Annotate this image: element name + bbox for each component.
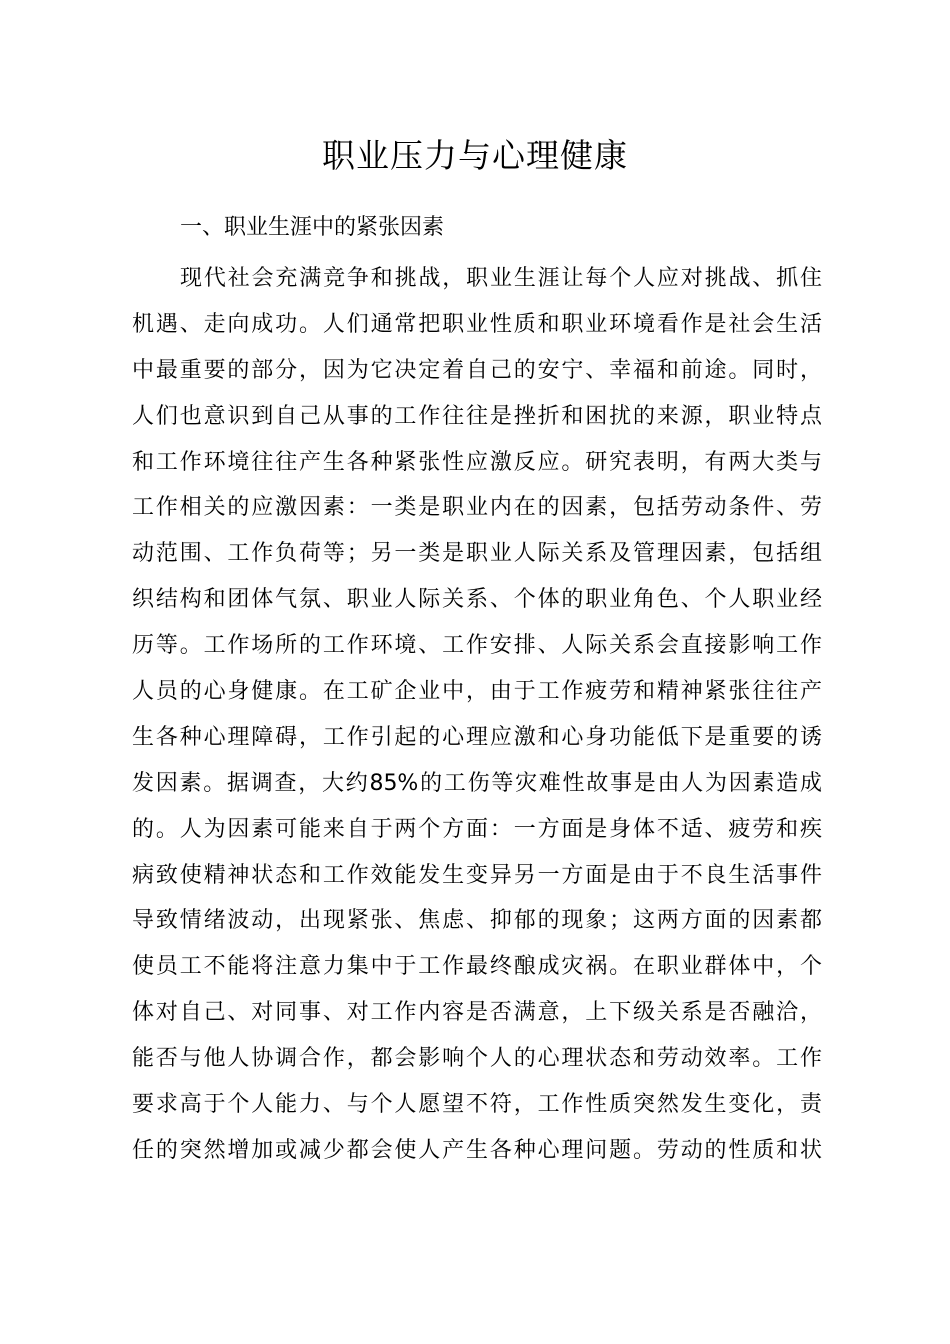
- paragraph-line: 生各种心理障碍，工作引起的心理应激和心身功能低下是重要的诱: [132, 724, 822, 750]
- paragraph-line: 中最重要的部分，因为它决定着自己的安宁、幸福和前途。同时，: [132, 357, 822, 383]
- paragraph-line: 织结构和团体气氛、职业人际关系、个体的职业角色、个人职业经: [132, 587, 822, 613]
- paragraph-line: 任的突然增加或减少都会使人产生各种心理问题。劳动的性质和状: [132, 1137, 822, 1163]
- paragraph-line: 体对自己、对同事、对工作内容是否满意，上下级关系是否融洽，: [132, 1000, 822, 1026]
- paragraph-line: 要求高于个人能力、与个人愿望不符，工作性质突然发生变化，责: [132, 1092, 822, 1118]
- paragraph-line: 的。人为因素可能来自于两个方面：一方面是身体不适、疲劳和疾: [132, 816, 822, 842]
- body-paragraph: [132, 256, 822, 1174]
- paragraph-line: 导致情绪波动，出现紧张、焦虑、抑郁的现象；这两方面的因素都: [132, 908, 822, 934]
- document-title: 职业压力与心理健康: [322, 136, 628, 175]
- paragraph-line: 和工作环境往往产生各种紧张性应激反应。研究表明，有两大类与: [132, 449, 822, 475]
- paragraph-line: 现代社会充满竞争和挑战，职业生涯让每个人应对挑战、抓住: [180, 266, 822, 291]
- paragraph-line: 使员工不能将注意力集中于工作最终酿成灾祸。在职业群体中，个: [132, 954, 822, 980]
- paragraph-line: 人们也意识到自己从事的工作往往是挫折和困扰的来源，职业特点: [132, 403, 822, 429]
- paragraph-line: 机遇、走向成功。人们通常把职业性质和职业环境看作是社会生活: [132, 311, 822, 337]
- paragraph-line: 动范围、工作负荷等；另一类是职业人际关系及管理因素，包括组: [132, 541, 822, 567]
- paragraph-line: 能否与他人协调合作，都会影响个人的心理状态和劳动效率。工作: [132, 1046, 822, 1072]
- paragraph-line: 病致使精神状态和工作效能发生变异另一方面是由于不良生活事件: [132, 862, 822, 888]
- paragraph-line: 工作相关的应激因素：一类是职业内在的因素，包括劳动条件、劳: [132, 495, 822, 521]
- paragraph-line: 历等。工作场所的工作环境、工作安排、人际关系会直接影响工作: [132, 633, 822, 659]
- paragraph-line: 发因素。据调查，大约85%的工伤等灾难性故事是由人为因素造成: [132, 770, 822, 796]
- paragraph-line: 人员的心身健康。在工矿企业中，由于工作疲劳和精神紧张往往产: [132, 679, 822, 705]
- section-heading: 一、职业生涯中的紧张因素: [180, 215, 445, 240]
